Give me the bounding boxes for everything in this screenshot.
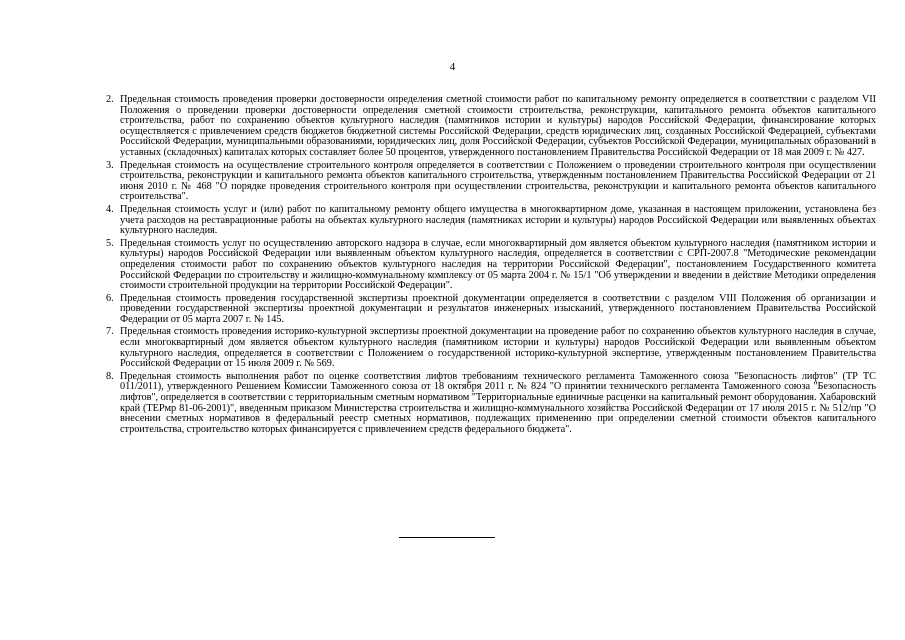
note-number: 4. xyxy=(106,203,114,215)
note-text: Предельная стоимость проведения проверки достоверности определения сметной стоимости работ по капитальному ремонту определяется в соответствии с разделом VII Положения о проведении проверки достоверности определения сметной стоимости строительства, реконструкции, капитального ремонта объектов капитального строительства, работ по сохранению объектов культурного наследия (памятников истории и культуры) народов Российской Федерации, финансирование которых осуществляется с привлечением средств бюджетов бюджетной системы Российской Федерации, средств юридических лиц, созданных Российской Федерацией, субъектами Российской Федерации, муниципальными образованиями, юридических лиц, доля Российской Федерации, субъектов Российской Федерации, муниципальных образований в уставных (складочных) капиталах которых составляет более 50 процентов, утвержденного постановлением Правительства Российской Федерации от 18 мая 2009 г. № 427. xyxy=(120,94,876,158)
notes-list xyxy=(106,95,876,437)
note-text: Предельная стоимость выполнения работ по оценке соответствия лифтов требованиям технического регламента Таможенного союза "Безопасность лифтов" (ТР ТС 011/2011), утвержденного Решением Комиссии Таможенного союза от 18 октября 2011 г. № 824 "О принятии технического регламента Таможенного союза "Безопасность лифтов", определяется в соответствии с территориальным сметным нормативом "Территориальные единичные расценки на капитальный ремонт оборудования. Хабаровский край (ТЕРмр 81-06-2001)", введенным приказом Министерства строительства и жилищно-коммунального хозяйства Российской Федерации от 17 июля 2015 г. № 512/пр "О внесении сметных нормативов в федеральный реестр сметных нормативов, подлежащих применению при определении сметной стоимости объектов капитального строительства, строительство которых финансируется с привлечением средств федерального бюджета". xyxy=(120,370,876,435)
note-item xyxy=(106,327,876,369)
note-number: 5. xyxy=(106,237,114,249)
note-item xyxy=(106,372,876,436)
note-text: Предельная стоимость проведения историко-культурной экспертизы проектной документации на проведение работ по сохранению объектов культурного наследия в случае, если многоквартирный дом является объектом культурного наследия (памятником истории и культуры) народов Российской Федерации или выявленным объектом культурного наследия, определяется в соответствии с Положением о государственной историко-культурной экспертизе, утвержденным постановлением Правительства Российской Федерации от 15 июля 2009 г. № 569. xyxy=(120,326,876,370)
note-text: Предельная стоимость проведения государственной экспертизы проектной документации определяется в соответствии с разделом VIII Положения об организации и проведении государственной экспертизы проектной документации и результатов инженерных изысканий, утвержденного постановлением Правительства Российской Федерации от 05 марта 2007 г. № 145. xyxy=(120,292,876,325)
page-number: 4 xyxy=(449,61,456,73)
note-number: 8. xyxy=(106,370,114,382)
note-text: Предельная стоимость услуг по осуществлению авторского надзора в случае, если многоквартирный дом является объектом культурного наследия (памятником истории и культуры) народов Российской Федерации или выявленным объектом культурного наследия, определяется в соответствии с СРП-2007.8 "Методические рекомендации определения стоимости работ по сохранению объектов культурного наследия на территории Российской Федерации", постановлением Государственного комитета Российской Федерации по строительству и жилищно-коммунальному комплексу от 05 марта 2004 г. № 15/1 "Об утверждении и введении в действие Методики определения стоимости строительной продукции на территории Российской Федерации". xyxy=(120,237,876,292)
note-item xyxy=(106,205,876,237)
note-number: 7. xyxy=(106,326,114,338)
note-number: 6. xyxy=(106,292,114,304)
note-item xyxy=(106,95,876,159)
footnote-rule xyxy=(399,537,495,538)
note-item xyxy=(106,294,876,326)
note-number: 3. xyxy=(106,159,114,171)
note-text: Предельная стоимость на осуществление строительного контроля определяется в соответствии с Положением о проведении строительного контроля при осуществлении строительства, реконструкции и капитального ремонта объектов капитального строительства, утвержденным постановлением Правительства Российской Федерации от 21 июня 2010 г. № 468 "О порядке проведения строительного контроля при осуществлении строительства, реконструкции и капитального ремонта объектов капитального строительства". xyxy=(120,159,876,203)
note-number: 2. xyxy=(106,94,114,105)
note-item xyxy=(106,161,876,203)
note-item xyxy=(106,239,876,292)
note-text: Предельная стоимость услуг и (или) работ по капитальному ремонту общего имущества в многоквартирном доме, указанная в настоящем приложении, установлена без учета расходов на реставрационные работы на объектах культурного наследия (памятниках истории и культуры) народов Российской Федерации или выявленных объектах культурного наследия. xyxy=(120,203,876,237)
